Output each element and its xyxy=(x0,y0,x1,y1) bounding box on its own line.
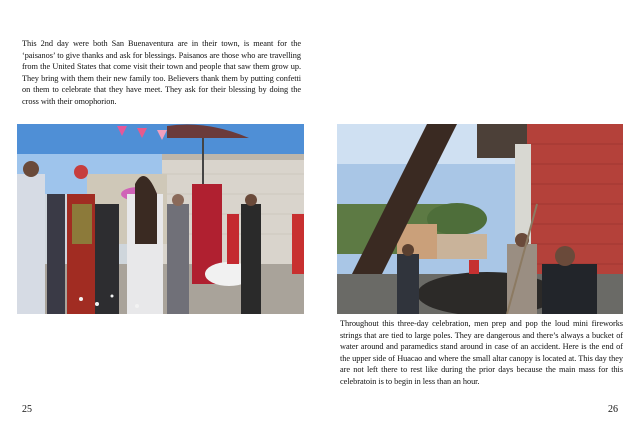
left-page-text: This 2nd day were both San Buenaventura are in their town, is meant for the ‘paisanos’ to give thanks and ask for blessings. Paisanos are those who are travelling from the United States that come visit their town and people that saw them grow up. They bring with them their new family too. Believers thank them by putting confetti on them to celebrate that they have meet. They ask for their blessing by doing the cross with their omophorion. xyxy=(22,39,301,106)
fireworks-pole-photo-image xyxy=(337,124,623,314)
page-number-left: 25 xyxy=(22,404,32,415)
procession-photo-image xyxy=(17,124,304,314)
right-page-text: Throughout this three-day celebration, men prep and pop the loud mini fireworks strings that are tied to large poles. They are dangerous and there’s always a bucket of water around and paramedics stand around in case of an accident. Here is the end of the upper side of Huacao and where the small altar canopy is located at. This day they are not left there to rest like during the prior days because the main mass for this celebratoin is to begin in less than an hour. xyxy=(340,319,623,386)
right-page xyxy=(320,0,640,437)
procession-photo xyxy=(17,124,304,314)
fireworks-pole-photo xyxy=(337,124,623,314)
page-number-right: 26 xyxy=(608,404,618,415)
